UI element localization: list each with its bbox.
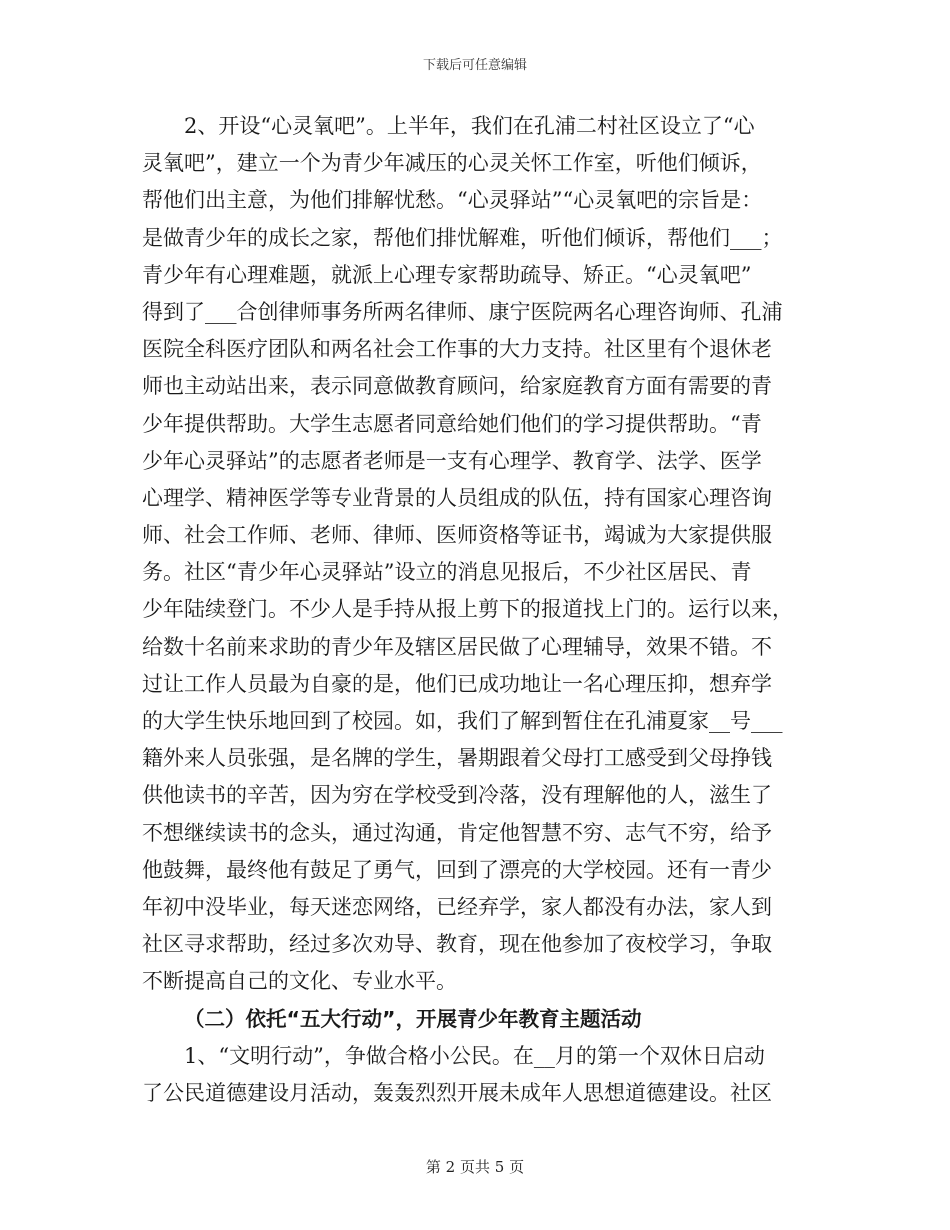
paragraph-line: 2、开设“心灵氧吧”。上半年，我们在孔浦二村社区设立了“心 bbox=[184, 114, 755, 138]
paragraph-line: 社区寻求帮助，经过多次劝导、教育，现在他参加了夜校学习，争取 bbox=[142, 932, 772, 957]
paragraph-line: 务。社区“青少年心灵驿站”设立的消息见报后，不少社区居民、青 bbox=[142, 560, 752, 585]
paragraph-line: 青少年有心理难题，就派上心理专家帮助疏导、矫正。“心灵氧吧” bbox=[142, 262, 752, 287]
paragraph-line: 师、社会工作师、老师、律师、医师资格等证书，竭诚为大家提供服 bbox=[142, 523, 772, 548]
paragraph-line: 医院全科医疗团队和两名社会工作事的大力支持。社区里有个退休老 bbox=[142, 337, 772, 362]
section-heading: （二）依托“五大行动”，开展青少年教育主题活动 bbox=[184, 1006, 642, 1031]
paragraph-line: 少年提供帮助。大学生志愿者同意给她们他们的学习提供帮助。“青 bbox=[142, 411, 762, 436]
paragraph-line: 1、“文明行动”，争做合格小公民。在__月的第一个双休日启动 bbox=[184, 1043, 765, 1068]
body-text bbox=[142, 108, 802, 1112]
paragraph-line: 心理学、精神医学等专业背景的人员组成的队伍，持有国家心理咨询 bbox=[142, 485, 772, 510]
paragraph-line: 年初中没毕业，每天迷恋网络，已经弃学，家人都没有办法，家人到 bbox=[142, 894, 772, 919]
paragraph-line: 过让工作人员最为自豪的是，他们已成功地让一名心理压抑，想弃学 bbox=[142, 671, 772, 696]
paragraph-line: 不想继续读书的念头，通过沟通，肯定他智慧不穷、志气不穷，给予 bbox=[142, 820, 772, 845]
paragraph-line: 少年陆续登门。不少人是手持从报上剪下的报道找上门的。运行以来， bbox=[142, 597, 793, 622]
page-footer: 第 2 页共 5 页 bbox=[425, 1158, 525, 1176]
paragraph-line: 他鼓舞，最终他有鼓足了勇气，回到了漂亮的大学校园。还有一青少 bbox=[142, 857, 772, 882]
paragraph-line: 籍外来人员张强，是名牌的学生，暑期跟着父母打工感受到父母挣钱 bbox=[142, 746, 772, 771]
page-header: 下载后可任意编辑 bbox=[422, 58, 527, 73]
paragraph-line: 给数十名前来求助的青少年及辖区居民做了心理辅导，效果不错。不 bbox=[142, 634, 772, 659]
paragraph-line: 的大学生快乐地回到了校园。如，我们了解到暂住在孔浦夏家__号___ bbox=[142, 709, 783, 733]
paragraph-line: 帮他们出主意，为他们排解忧愁。“心灵驿站”“心灵氧吧的宗旨是： bbox=[142, 188, 763, 213]
paragraph-line: 得到了___合创律师事务所两名律师、康宁医院两名心理咨询师、孔浦 bbox=[142, 299, 783, 324]
paragraph-line: 少年心灵驿站”的志愿者老师是一支有心理学、教育学、法学、医学 bbox=[142, 448, 762, 473]
paragraph-line: 是做青少年的成长之家，帮他们排忧解难，听他们倾诉，帮他们___； bbox=[142, 225, 783, 250]
paragraph-line: 灵氧吧”，建立一个为青少年减压的心灵关怀工作室，听他们倾诉， bbox=[142, 151, 762, 176]
paragraph-line: 供他读书的辛苦，因为穷在学校受到冷落，没有理解他的人，滋生了 bbox=[142, 783, 772, 808]
paragraph-line: 不断提高自己的文化、专业水平。 bbox=[142, 969, 457, 994]
paragraph-line: 师也主动站出来，表示同意做教育顾问，给家庭教育方面有需要的青 bbox=[142, 374, 772, 399]
paragraph-line: 了公民道德建设月活动，轰轰烈烈开展未成年人思想道德建设。社区 bbox=[142, 1080, 772, 1105]
